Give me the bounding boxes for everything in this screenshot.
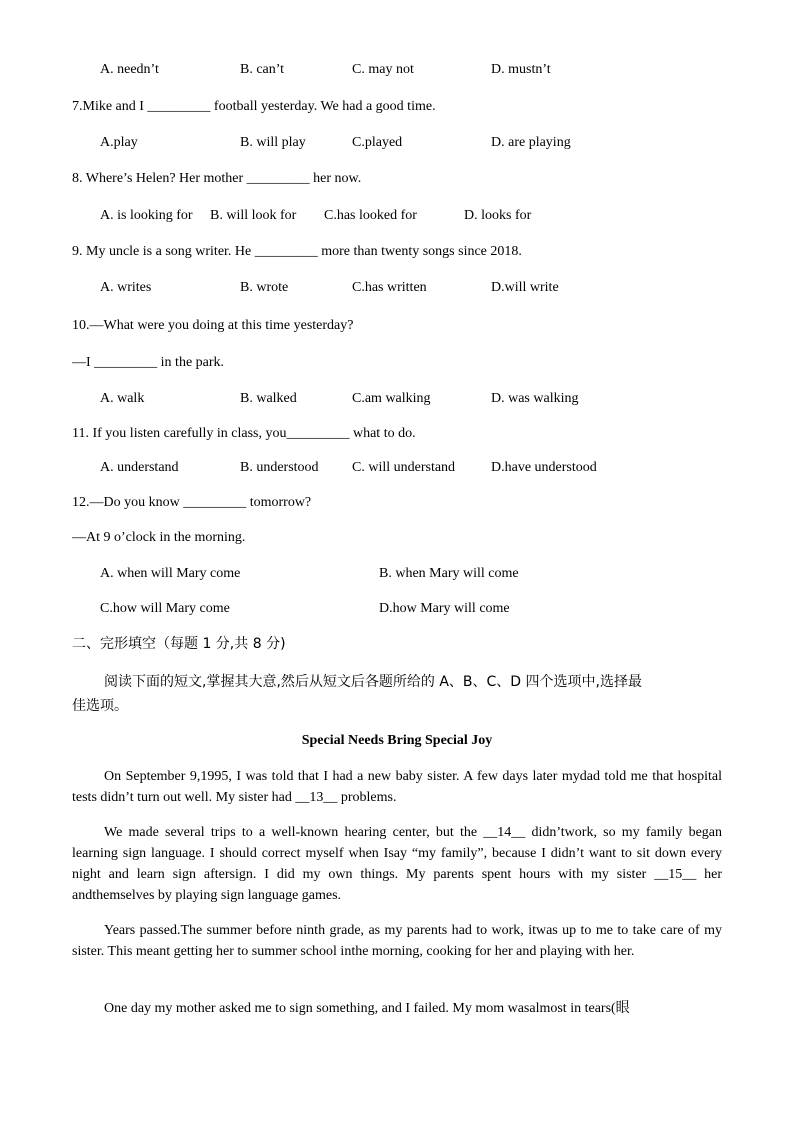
- q12-option-a: A. when will Mary come: [100, 566, 241, 581]
- q10-stem-reply: —I _________ in the park.: [72, 355, 225, 370]
- q10-stem: 10.—What were you doing at this time yesterday?: [72, 318, 354, 333]
- section-instruction-line2: 佳选项。: [72, 698, 128, 714]
- q11-option-b: B. understood: [240, 460, 319, 475]
- q12-stem: 12.—Do you know _________ tomorrow?: [72, 495, 312, 510]
- passage-paragraph-4-text: One day my mother asked me to sign something, and I failed. My mom wasalmost in tears(眼: [104, 1001, 630, 1016]
- q10-option-a: A. walk: [100, 391, 145, 406]
- q12-option-c: C.how will Mary come: [100, 601, 230, 616]
- q12-option-d: D.how Mary will come: [379, 601, 510, 616]
- q11-option-c: C. will understand: [352, 460, 456, 475]
- q10-option-c: C.am walking: [352, 391, 431, 406]
- passage-title: Special Needs Bring Special Joy: [301, 733, 493, 748]
- passage-paragraph-2: [72, 822, 722, 906]
- q11-option-a: A. understand: [100, 460, 179, 475]
- q9-option-a: A. writes: [100, 280, 152, 295]
- q8-option-b: B. will look for: [210, 208, 297, 223]
- q9-option-c: C.has written: [352, 280, 427, 295]
- passage-paragraph-4: [72, 998, 722, 1019]
- passage-paragraph-1: [72, 766, 722, 808]
- section-instruction-line1: 阅读下面的短文,掌握其大意,然后从短文后各题所给的 A、B、C、D 四个选项中,选择最: [104, 674, 642, 690]
- q12-stem-reply: —At 9 o’clock in the morning.: [72, 530, 246, 545]
- q12-option-b: B. when Mary will come: [379, 566, 519, 581]
- section-heading: 二、完形填空（每题 1 分,共 8 分): [72, 636, 286, 652]
- q7-option-c: C.played: [352, 135, 403, 150]
- q9-option-d: D.will write: [491, 280, 559, 295]
- passage-paragraph-1-text: On September 9,1995, I was told that I had a new baby sister. A few days later mydad told me that hospital tests didn’t turn out well. My sister had __13__ problems.: [72, 769, 722, 805]
- q6-option-a: A. needn’t: [100, 62, 159, 77]
- q7-option-b: B. will play: [240, 135, 306, 150]
- q8-option-a: A. is looking for: [100, 208, 193, 223]
- q10-option-d: D. was walking: [491, 391, 579, 406]
- q11-stem: 11. If you listen carefully in class, you_________ what to do.: [72, 426, 416, 441]
- q9-stem: 9. My uncle is a song writer. He _________ more than twenty songs since 2018.: [72, 244, 522, 259]
- q11-option-d: D.have understood: [491, 460, 597, 475]
- q6-option-d: D. mustn’t: [491, 62, 551, 77]
- q7-option-a: A.play: [100, 135, 138, 150]
- q10-option-b: B. walked: [240, 391, 297, 406]
- q7-stem: 7.Mike and I _________ football yesterday. We had a good time.: [72, 99, 436, 114]
- q6-option-c: C. may not: [352, 62, 414, 77]
- q9-option-b: B. wrote: [240, 280, 289, 295]
- q8-option-c: C.has looked for: [324, 208, 417, 223]
- q7-option-d: D. are playing: [491, 135, 571, 150]
- passage-paragraph-3-text: Years passed.The summer before ninth grade, as my parents had to work, itwas up to me to take care of my sister. This meant getting her to summer school inthe morning, cooking for her and playing with her.: [72, 923, 722, 959]
- passage-paragraph-3: [72, 920, 722, 962]
- passage-paragraph-2-text: We made several trips to a well-known hearing center, but the __14__ didn’twork, so my family began learning sign language. I should correct myself when Isay “my family”, because I didn’t want to sit down every night and learn sign aftersign. I did my own things. My parents spent hours with my sister __15__ her andthemselves by playing sign language games.: [72, 825, 722, 903]
- q8-option-d: D. looks for: [464, 208, 532, 223]
- q6-option-b: B. can’t: [240, 62, 285, 77]
- q8-stem: 8. Where’s Helen? Her mother _________ her now.: [72, 171, 362, 186]
